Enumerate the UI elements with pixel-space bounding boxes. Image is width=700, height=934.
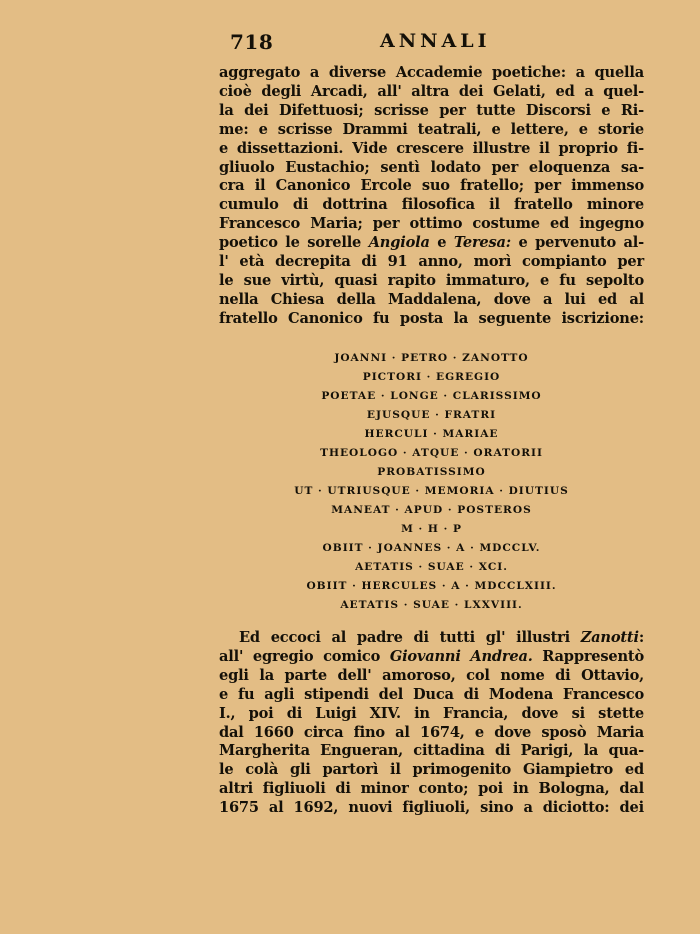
- text-line: e dissettazioni. Vide crescere illustre il proprio fi-: [219, 139, 644, 157]
- inscription-line: THEOLOGO · ATQUE · ORATORII: [320, 447, 543, 459]
- text-line: le sue virtù, quasi rapito immaturo, e fu sepolto: [219, 271, 644, 289]
- inscription-line: UT · UTRIUSQUE · MEMORIA · DIUTIUS: [294, 485, 569, 497]
- inscription-line: M · H · P: [401, 523, 462, 535]
- inscription-line: PROBATISSIMO: [377, 466, 486, 478]
- text-line: I., poi di Luigi XIV. in Francia, dove si stette: [219, 704, 644, 722]
- text-line: Margherita Engueran, cittadina di Parigi, la qua-: [219, 742, 644, 760]
- text-fragment: Rappresentò: [532, 647, 644, 665]
- text-fragment: e: [429, 234, 454, 252]
- paragraph-1: [219, 64, 644, 329]
- text-line: [219, 648, 644, 667]
- text-line: la dei Difettuosi; scrisse per tutte Discorsi e Ri-: [219, 101, 644, 119]
- italic-name: Giovanni Andrea.: [389, 647, 533, 665]
- inscription-line: MANEAT · APUD · POSTEROS: [331, 504, 532, 516]
- page-header: [0, 30, 700, 56]
- italic-name: Teresa:: [453, 234, 511, 252]
- text-line: aggregato a diverse Accademie poetiche: a quella: [219, 64, 644, 81]
- text-fragment: Ed eccoci al padre di tutti gl' illustri: [239, 629, 581, 646]
- epitaph-inscription: [219, 349, 644, 615]
- inscription-line: EJUSQUE · FRATRI: [366, 409, 497, 421]
- inscription-line: OBIIT · JOANNES · A · MDCCLV.: [322, 542, 541, 554]
- text-line: altri figliuoli di minor conto; poi in Bologna, dal: [219, 780, 644, 798]
- text-line: nella Chiesa della Maddalena, dove a lui ed al: [219, 290, 644, 308]
- text-line: me: e scrisse Drammi teatrali, e lettere, e storie: [219, 120, 644, 138]
- text-line: fratello Canonico fu posta la seguente iscrizione:: [219, 309, 644, 327]
- text-line: [219, 234, 644, 253]
- italic-name: Zanotti: [580, 629, 639, 646]
- text-line: cioè degli Arcadi, all' altra dei Gelati, ed a quel-: [219, 82, 644, 100]
- text-fragment: :: [638, 629, 644, 646]
- text-fragment: e pervenuto al-: [510, 234, 644, 252]
- page-number: 718: [230, 30, 274, 54]
- text-line: Francesco Maria; per ottimo costume ed ingegno: [219, 215, 644, 233]
- inscription-line: PICTORI · EGREGIO: [362, 371, 501, 383]
- text-line: egli la parte dell' amoroso, col nome di Ottavio,: [219, 666, 644, 684]
- inscription-line: HERCULI · MARIAE: [364, 428, 499, 440]
- text-line: 1675 al 1692, nuovi figliuoli, sino a diciotto: dei: [219, 799, 644, 817]
- text-line: [219, 629, 644, 648]
- inscription-line: JOANNI · PETRO · ZANOTTO: [334, 352, 529, 364]
- text-line: le colà gli partorì il primogenito Giampietro ed: [219, 761, 644, 779]
- text-line: e fu agli stipendi del Duca di Modena Francesco: [219, 685, 644, 703]
- running-title: ANNALI: [380, 30, 491, 52]
- text-line: gliuolo Eustachio; sentì lodato per eloquenza sa-: [219, 158, 644, 176]
- text-line: cra il Canonico Ercole suo fratello; per immenso: [219, 177, 644, 195]
- text-fragment: poetico le sorelle: [219, 234, 369, 252]
- text-line: l' età decrepita di 91 anno, morì compianto per: [219, 253, 644, 271]
- text-line: dal 1660 circa fino al 1674, e dove sposò Maria: [219, 723, 644, 741]
- text-fragment: all' egregio comico: [219, 647, 390, 665]
- inscription-line: OBIIT · HERCULES · A · MDCCLXIII.: [306, 580, 557, 592]
- text-line: cumulo di dottrina filosofica il fratello minore: [219, 196, 644, 214]
- paragraph-2: [219, 629, 644, 818]
- inscription-line: AETATIS · SUAE · XCI.: [355, 561, 508, 573]
- italic-name: Angiola: [368, 234, 430, 252]
- inscription-line: AETATIS · SUAE · LXXVIII.: [340, 599, 523, 611]
- inscription-line: POETAE · LONGE · CLARISSIMO: [321, 390, 542, 402]
